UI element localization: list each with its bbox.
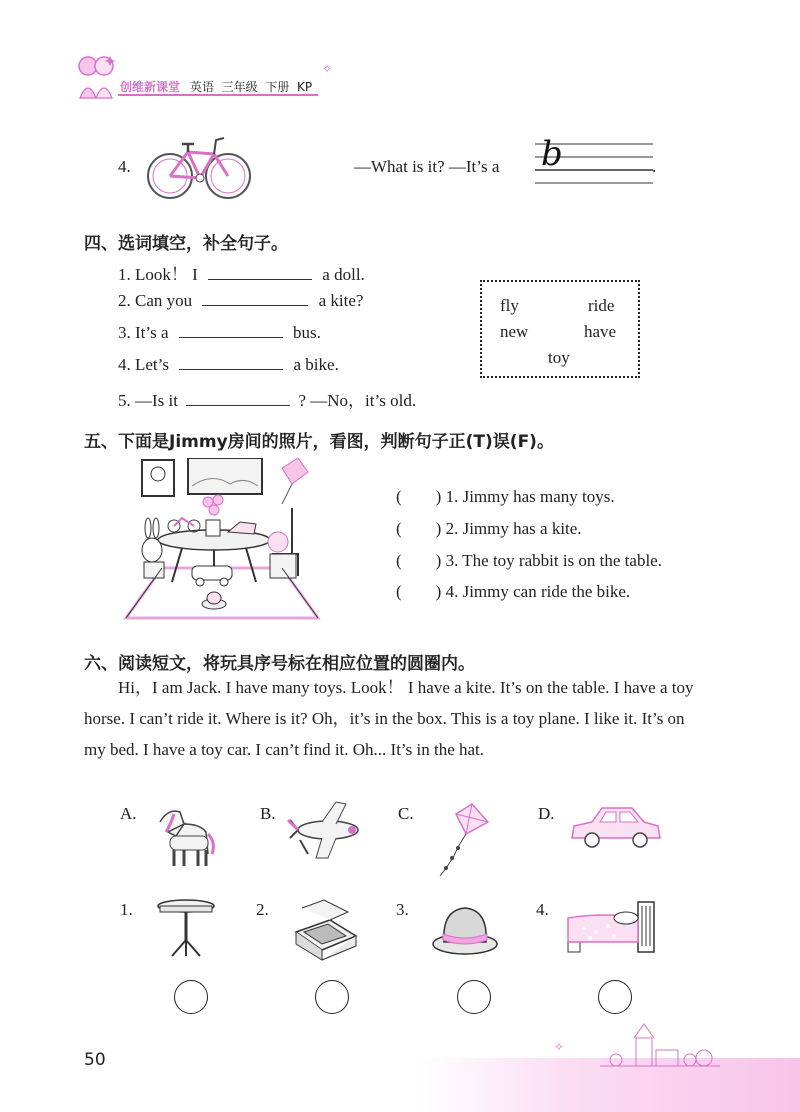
word-new: new [500, 322, 529, 341]
toy-horse-icon [150, 802, 220, 868]
section6-passage: Hi，I am Jack. I have many toys. Look！ I have a kite. It’s on the table. I have a toy horse. I can’t ride it. Where is it? Oh，it’s in the box. This is a toy plane. I like it. It’s on my bed. I have a toy car. I can’t find it. Oh... It’s in the hat. [84, 678, 694, 759]
answer-circle-1[interactable] [174, 980, 208, 1014]
header-subject-text: 英语 [190, 80, 215, 94]
header-brand: 创维新课堂 [120, 80, 181, 94]
s5-text-3: 3. The toy rabbit is on the table. [445, 551, 662, 570]
s4-blank-1[interactable] [208, 265, 312, 280]
s5-answer-paren-2[interactable]: ( ) [396, 519, 442, 538]
header-subject [190, 78, 312, 95]
s5-text-2: 2. Jimmy has a kite. [445, 519, 582, 538]
box-icon [290, 898, 360, 962]
s4-blank-3[interactable] [179, 323, 283, 338]
toy-label-c: C. [398, 804, 414, 823]
s4-blank-4[interactable] [179, 355, 283, 370]
s5-answer-paren-4[interactable]: ( ) [396, 582, 442, 601]
header-rule [118, 94, 318, 96]
kids-logo-icon [74, 52, 118, 102]
star-icon: ✧ [322, 62, 333, 76]
toy-plane-icon [286, 800, 370, 862]
s5-statement-1 [396, 487, 615, 507]
s4-item-2 [118, 291, 363, 311]
place-label-4: 4. [536, 900, 549, 919]
q4-question: —What is it? —It’s a [354, 157, 500, 176]
header-logo [74, 52, 118, 102]
bed-icon [564, 896, 660, 958]
s4-item-3-post: bus. [293, 323, 321, 342]
s4-blank-2[interactable] [202, 291, 308, 306]
q4-number: 4. [118, 157, 131, 176]
s5-answer-paren-3[interactable]: ( ) [396, 551, 442, 570]
kite-icon [432, 800, 492, 880]
word-have: have [584, 322, 617, 341]
s4-item-3 [118, 323, 321, 343]
page-number: 50 [84, 1050, 106, 1070]
s4-item-5-pre: 5. —Is it [118, 391, 178, 410]
s5-statement-2 [396, 519, 582, 539]
place-label-1: 1. [120, 900, 133, 919]
s5-answer-paren-1[interactable]: ( ) [396, 487, 442, 506]
header-volume: 下册 [265, 80, 290, 94]
castle-decoration-icon [600, 1022, 720, 1068]
s4-item-2-pre: 2. Can you [118, 291, 193, 310]
s4-item-1-pre: 1. Look！ I [118, 265, 198, 284]
s4-item-4-post: a bike. [293, 355, 339, 374]
section6-title: 六、阅读短文，将玩具序号标在相应位置的圆圈内。 [84, 654, 475, 674]
answer-circle-4[interactable] [598, 980, 632, 1014]
portrait-frame-icon [142, 460, 174, 496]
s5-text-1: 1. Jimmy has many toys. [445, 487, 615, 506]
word-fly: fly [500, 296, 519, 315]
s5-text-4: 4. Jimmy can ride the bike. [445, 582, 631, 601]
toy-label-d: D. [538, 804, 555, 823]
answer-circle-2[interactable] [315, 980, 349, 1014]
s4-item-1-post: a doll. [322, 265, 365, 284]
word-ride: ride [588, 296, 615, 315]
header-edition: KP [296, 80, 313, 94]
s5-statement-3 [396, 551, 662, 571]
place-label-2: 2. [256, 900, 269, 919]
s4-item-4 [118, 355, 339, 375]
hat-icon [430, 904, 500, 958]
s5-statement-4 [396, 582, 630, 602]
s4-item-5 [118, 386, 416, 411]
s4-item-4-pre: 4. Let’s [118, 355, 169, 374]
s4-blank-5[interactable] [186, 391, 290, 406]
s4-item-3-pre: 3. It’s a [118, 323, 169, 342]
round-table-icon [154, 896, 218, 960]
header-grade: 三年级 [221, 80, 258, 94]
word-toy: toy [548, 348, 570, 367]
room-illustration [122, 458, 322, 622]
handwritten-b: b [541, 134, 563, 174]
word-box [480, 280, 640, 378]
toy-label-b: B. [260, 804, 276, 823]
answer-circle-3[interactable] [457, 980, 491, 1014]
toy-car-icon [568, 804, 662, 850]
star-icon: ✧ [554, 1040, 565, 1054]
s4-item-2-post: a kite? [318, 291, 364, 310]
q4-end-mark: . [652, 157, 657, 176]
section5-title: 五、下面是Jimmy房间的照片，看图，判断句子正(T)误(F)。 [84, 432, 554, 452]
bicycle-icon [144, 132, 254, 202]
toy-label-a: A. [120, 804, 137, 823]
place-label-3: 3. [396, 900, 409, 919]
s4-item-5-post: ? —No，it’s old. [298, 391, 417, 410]
s4-item-1 [118, 260, 365, 285]
section4-title: 四、选词填空，补全句子。 [84, 234, 288, 254]
